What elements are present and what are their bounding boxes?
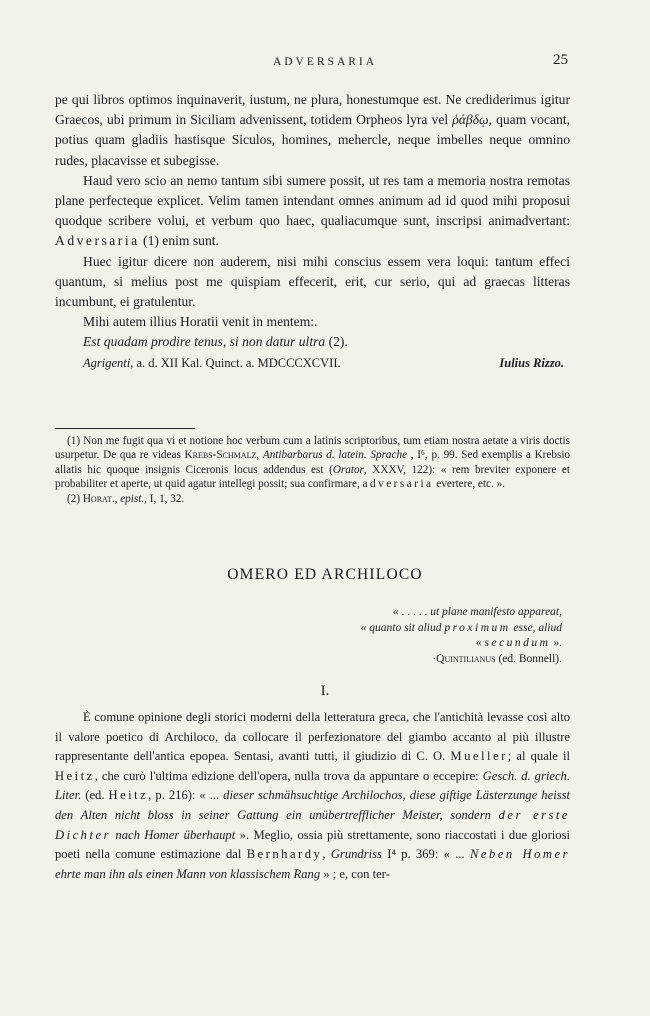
footnote-rule — [55, 428, 195, 429]
horace-quote-ref: (2). — [325, 334, 348, 350]
epigraph-author: ·Quintilianus — [432, 652, 496, 665]
name-heitz: Heitz — [55, 768, 95, 783]
epigraph-edition: (ed. Bonnell). — [495, 652, 562, 665]
horace-quote-text: Est quadam prodire tenus, si non datur ultra — [83, 334, 326, 350]
name-bernhardy: Bernhardy — [246, 847, 323, 862]
dateline-place: Agrigenti — [83, 355, 131, 370]
section-paragraph-1 — [55, 708, 570, 884]
paragraph-1-text: pe qui libros optimos inquinaverit, iustum, ne plura, honestumque est. Ne crediderimus igitur Graecos, ubi primum in Siciliam advenissent, totidem Orpheos lyra vel — [55, 92, 570, 128]
epigraph-l3-end: ». — [550, 637, 562, 649]
signature: Iulius Rizzo. — [499, 355, 564, 370]
epigraph-line-3 — [0, 636, 562, 652]
paragraph-2 — [55, 171, 570, 252]
german-quote-3: ehrte man ihn als einen Mann von klassischem Rang — [55, 866, 321, 881]
epigraph-l2-text: « quanto sit aliud — [360, 621, 445, 634]
epigraph-line-2 — [0, 621, 562, 637]
footnote-1-author: Krebs-Schmalz — [184, 449, 257, 462]
section-text-6: ». Meglio, ossia più strettamente, sono riaccostati i due gloriosi poeti nella comune estimazione dal — [55, 827, 570, 862]
section-title: OMERO ED ARCHILOCO — [227, 566, 423, 583]
footnote-1-end: evertere, etc. ». — [433, 478, 505, 491]
section-text-4: (ed. — [81, 788, 109, 803]
footnote-1-sep: , — [256, 449, 263, 462]
footnote-1-quote: , XXXV, 122): « rem breviter exponere et probabiliter et aperte, ut quid agatur intellegi possit; sua confirmare, — [55, 463, 571, 491]
section-text-3: , che curò l'ultima edizione dell'opera, nulla trova da appuntare o eccepire: — [94, 768, 483, 783]
name-mueller: Mueller — [450, 749, 508, 764]
work-grundriss: Grundriss — [330, 847, 382, 862]
section-text-8: I⁴ p. 369: « ... — [381, 847, 471, 862]
paragraph-1-end: , quam vocant, potius quam gladiis hastisque Siculos, homines, mehercle, neque imbelles neque omnino rudes, placavisse et subegisse. — [55, 112, 570, 168]
epigraph-attribution — [0, 652, 562, 668]
paragraph-4: Mihi autem illius Horatii venit in mentem:. — [83, 314, 318, 330]
footnote-2-sep: , — [114, 492, 121, 505]
footnote-1-orator: Orator — [332, 463, 364, 476]
footnote-2-num: (2) — [67, 492, 83, 505]
page-header — [0, 52, 650, 72]
epigraph-l2-end: esse, aliud — [510, 621, 562, 634]
german-quote-1: dieser schmähsuchtige Archilochos, diese giftige Lästerzunge heisst den Alten nicht bloss in seiner Gattung ein unübertrefflicher Meister, sondern — [55, 788, 570, 822]
running-title: ADVERSARIA — [272, 56, 378, 68]
german-neben: Neben Homer — [470, 847, 571, 862]
footnote-2-work: epist. — [120, 492, 145, 505]
section-text — [55, 708, 570, 884]
epigraph — [0, 605, 562, 667]
epigraph-l3-mark: « — [475, 637, 485, 649]
section-text-5: , p. 216): « ... — [148, 788, 224, 803]
epigraph-l1-text: ut plane manifesto appareat, — [430, 606, 562, 618]
footnote-1-cont: , I⁶, p. 99. Sed exemplis a Krebsio allatis hic quoque insignis Ciceronis locus addendus est ( — [55, 449, 571, 476]
german-quote-spaced: der erste Dichter — [55, 807, 570, 842]
section-text-7: , — [322, 847, 331, 862]
footnote-1-title: Antibarbarus d. latein. Sprache — [262, 449, 408, 462]
work-title: Gesch. d. griech. Liter. — [55, 768, 570, 803]
paragraph-2-end: (1) enim sunt. — [139, 233, 219, 249]
footnotes — [55, 434, 570, 506]
section-text-1: È comune opinione degli storici moderni della letteratura greca, che l'antichità levasse così alto il valore poetico di Archiloco, da collocare il perfezionatore del giambo accanto al più illustre rappresentante dell'antica epopea. Sentasi, avanti tutti, il giudizio di C. O. — [55, 710, 570, 764]
epigraph-l1-mark: « . . . . . — [392, 606, 431, 618]
dateline-date: , a. d. XII Kal. Quinct. a. MDCCCXCVII. — [130, 355, 341, 370]
epigraph-l2-spaced: proximum — [444, 621, 511, 634]
body-text — [55, 90, 570, 373]
paragraph-2-text: Haud vero scio an nemo tantum sibi sumere possit, ut res tam a memoria nostra remotas plane perfecteque explicet. Velim tamen intendant omnes animum ad id quod mihi proposui quodque scribere volui, et verbum quo haec, qualiacumque sunt, inscripsi animadvertant: — [55, 172, 570, 229]
paragraph-3: Huec igitur dicere non auderem, nisi mihi conscius essem vera loqui: tantum effeci quantum, si melius post me quispiam effecerit, erit, cur serio, qui ad graecas litteras incumbunt, ei gratulentur. — [55, 253, 570, 310]
section-number: I. — [320, 683, 330, 699]
footnote-1 — [55, 434, 570, 492]
name-heitz-2: Heitz — [108, 788, 149, 803]
section-text-2: ; al quale il — [507, 749, 570, 764]
section-text-9: » ; e, con ter- — [320, 866, 390, 881]
dateline — [55, 353, 570, 373]
footnote-2-author: Horat. — [82, 492, 115, 505]
footnote-1-spaced: adversaria — [362, 478, 434, 491]
paragraph-1 — [55, 90, 570, 171]
footnote-2 — [55, 492, 570, 506]
epigraph-line-1 — [0, 605, 562, 621]
german-quote-2: nach Homer überhaupt — [110, 827, 236, 842]
epigraph-l3-spaced: secundum — [484, 637, 551, 649]
adversaria-spaced: Adversaria — [55, 233, 140, 249]
page-number: 25 — [553, 52, 568, 68]
footnote-2-end: , I, 1, 32. — [144, 492, 185, 505]
footnote-1-text: (1) Non me fugit qua vi et notione hoc verbum cum a latinis scriptoribus, tum etiam nostra aetate a viris doctis usurpetur. De qua re videas — [55, 435, 570, 462]
horace-quote — [55, 332, 570, 352]
greek-word: ῥάβδῳ — [452, 112, 489, 128]
